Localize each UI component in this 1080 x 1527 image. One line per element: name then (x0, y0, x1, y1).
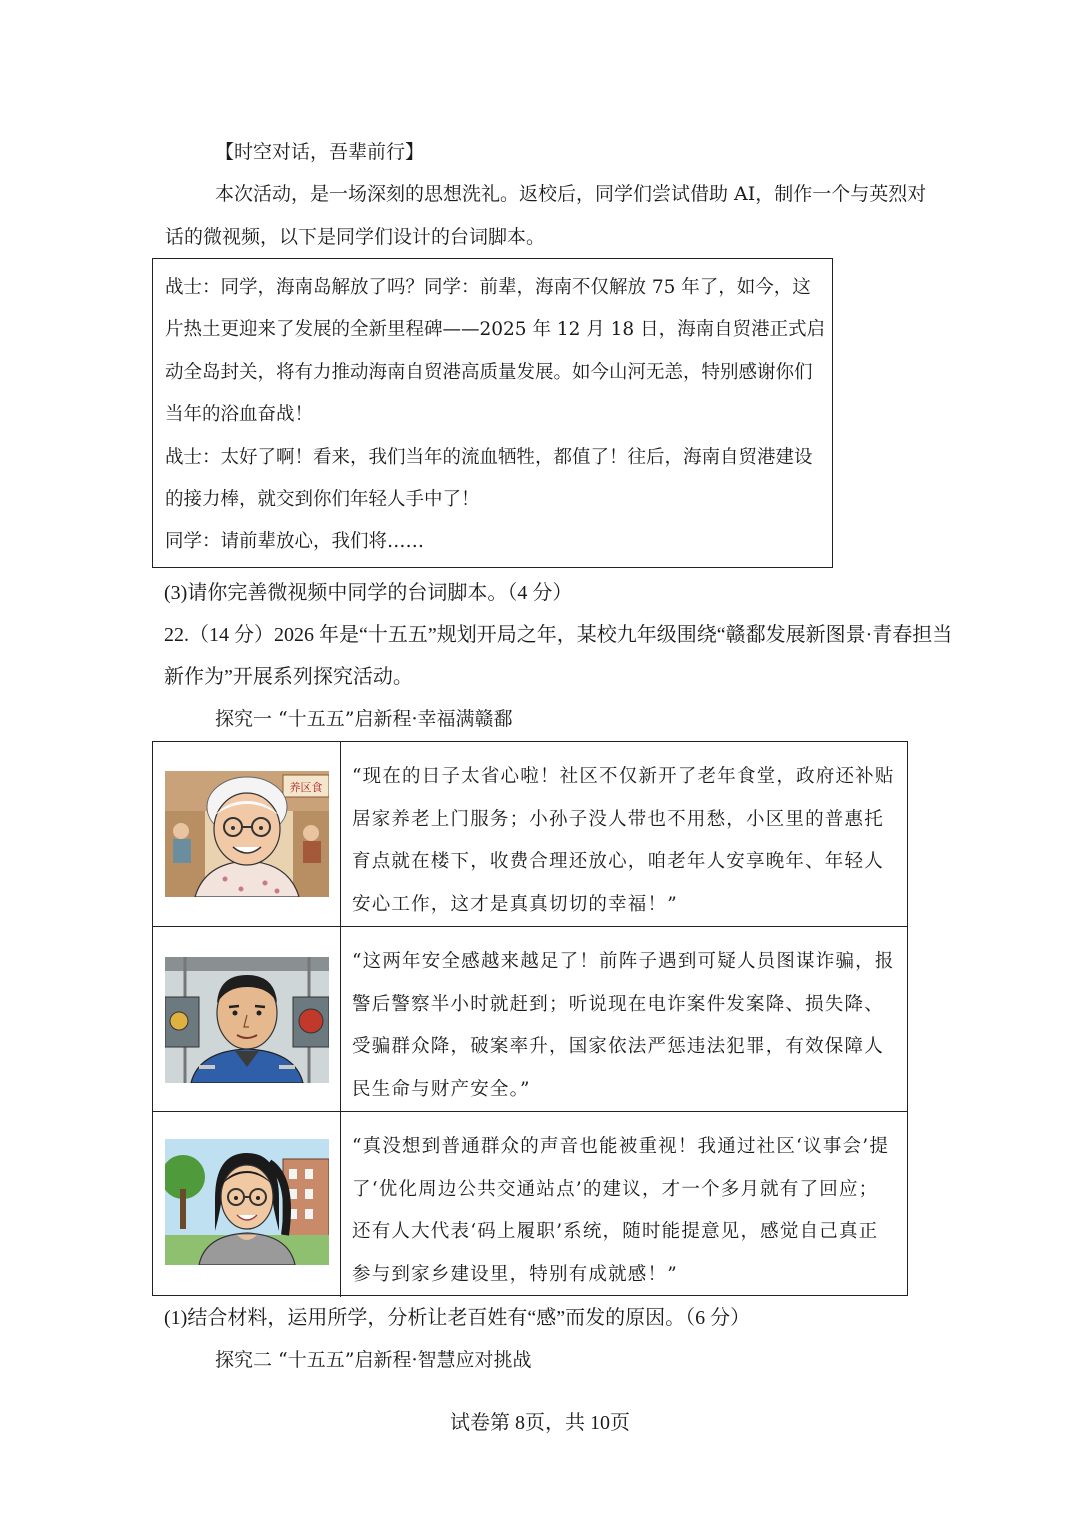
dialogue-line: 战士：太好了啊！看来，我们当年的流血牺牲，都值了！往后，海南自贸港建设 (165, 447, 813, 468)
section-heading: 【时空对话，吾辈前行】 (215, 141, 425, 163)
dialogue-line: 战士：同学，海南岛解放了吗？同学：前辈，海南不仅解放 75 年了，如今，这 (165, 277, 811, 298)
quote-text: “真没想到普通群众的声音也能被重视！我通过社区‘议事会’提了‘优化周边公共交通站点’的建议，才一个多月就有了回应；还有人大代表‘码上履职’系统，随时能提意见，感觉自己真正参与到家乡建设里，特别有成就感！” (352, 1136, 890, 1285)
question-3: (3)请你完善微视频中同学的台词脚本。（4 分） (164, 582, 573, 604)
quote-text: “现在的日子太省心啦！社区不仅新开了老年食堂，政府还补贴居家养老上门服务；小孙子没人带也不用愁，小区里的普惠托育点就在楼下，收费合理还放心，咱老年人安享晚年、年轻人安心工作，这才是真真切切的幸福！” (352, 766, 895, 915)
dialogue-line: 动全岛封关，将有力推动海南自贸港高质量发展。如今山河无恙，特别感谢你们 (165, 362, 813, 383)
page-footer: 试卷第 8页，共 10页 (450, 1412, 630, 1434)
question-22-line-2: 新作为”开展系列探究活动。 (164, 666, 413, 688)
dialogue-line: 同学：请前辈放心，我们将…… (165, 531, 425, 552)
quotes-table (152, 741, 908, 1296)
factory-worker-portrait (165, 957, 329, 1083)
dialogue-script-box (152, 258, 833, 568)
dialogue-line: 片热土更迎来了发展的全新里程碑——2025 年 12 月 18 日，海南自贸港正式启 (165, 319, 826, 340)
explore-two-title: 探究二 “十五五”启新程·智慧应对挑战 (215, 1349, 532, 1371)
intro-paragraph-line-1: 本次活动，是一场深刻的思想洗礼。返校后，同学们尝试借助 AI，制作一个与英烈对 (215, 183, 927, 205)
elderly-woman-portrait (165, 771, 329, 897)
intro-paragraph-line-2: 话的微视频，以下是同学们设计的台词脚本。 (165, 226, 546, 248)
dialogue-line: 当年的浴血奋战！ (165, 404, 314, 425)
quote-text: “这两年安全感越来越足了！前阵子遇到可疑人员图谋诈骗，报警后警察半小时就赶到；听说现在电诈案件发案降、损失降、受骗群众降，破案率升，国家依法严惩违法犯罪，有效保障人民生命与财产安全。” (352, 951, 895, 1100)
young-woman-portrait (165, 1139, 329, 1265)
dialogue-line: 的接力棒，就交到你们年轻人手中了！ (165, 489, 480, 510)
canteen-sign: 养区食 (289, 781, 323, 794)
quote-row-worker (153, 927, 907, 1112)
question-1: (1)结合材料，运用所学，分析让老百姓有“感”而发的原因。（6 分） (164, 1307, 751, 1329)
quote-row-student (153, 1112, 907, 1297)
explore-one-title: 探究一 “十五五”启新程·幸福满赣鄱 (215, 708, 513, 730)
quote-row-elderly (153, 742, 907, 927)
question-22-line-1: 22.（14 分）2026 年是“十五五”规划开局之年，某校九年级围绕“赣鄱发展新图景·青春担当 (164, 624, 953, 646)
